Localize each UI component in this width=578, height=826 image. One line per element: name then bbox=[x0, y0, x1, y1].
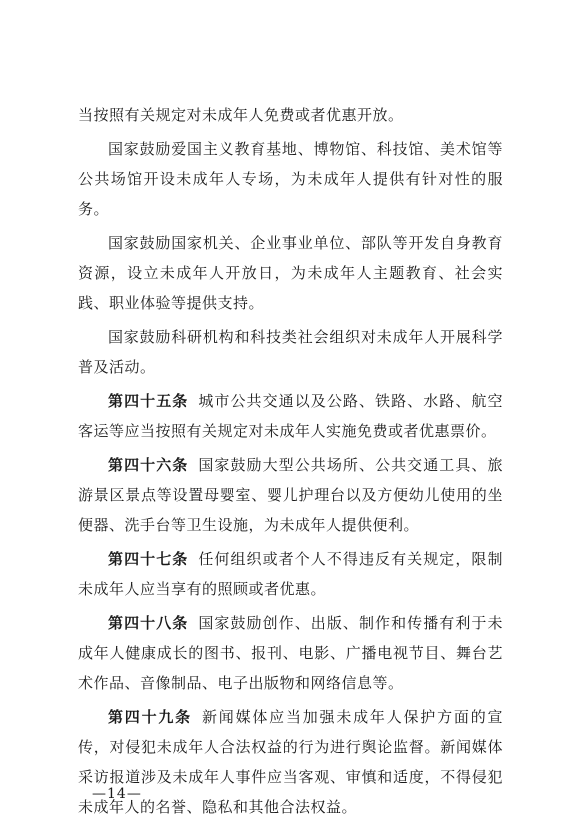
paragraph-text: 国家鼓励科研机构和科技类社会组织对未成年人开展科学普及活动。 bbox=[78, 328, 503, 376]
paragraph-text: 国家鼓励爱国主义教育基地、博物馆、科技馆、美术馆等公共场馆开设未成年人专场，为未成年人提供有针对性的服务。 bbox=[78, 140, 503, 218]
article-47 bbox=[78, 544, 503, 604]
article-title: 第四十六条 bbox=[108, 456, 189, 474]
article-text: 城市公共交通以及公路、铁路、水路、航空客运等应当按照有关规定对未成年人实施免费或者优惠票价。 bbox=[78, 392, 503, 440]
article-text: 国家鼓励创作、出版、制作和传播有利于未成年人健康成长的图书、报刊、电影、广播电视节目、舞台艺术作品、音像制品、电子出版物和网络信息等。 bbox=[78, 614, 503, 692]
article-title: 第四十五条 bbox=[108, 392, 189, 410]
paragraph-text: 国家鼓励国家机关、企业事业单位、部队等开发自身教育资源，设立未成年人开放日，为未成年人主题教育、社会实践、职业体验等提供支持。 bbox=[78, 234, 503, 312]
article-text: 新闻媒体应当加强未成年人保护方面的宣传，对侵犯未成年人合法权益的行为进行舆论监督。新闻媒体采访报道涉及未成年人事件应当客观、审慎和适度，不得侵犯未成年人的名誉、隐私和其他合法权益。 bbox=[78, 708, 503, 816]
article-title: 第四十八条 bbox=[108, 614, 189, 632]
article-title: 第四十九条 bbox=[108, 708, 192, 726]
paragraph-patriotic-education bbox=[78, 134, 503, 224]
article-48 bbox=[78, 608, 503, 698]
paragraph-state-organs bbox=[78, 228, 503, 318]
page-number: —14— bbox=[92, 786, 142, 802]
paragraph-text: 当按照有关规定对未成年人免费或者优惠开放。 bbox=[78, 106, 404, 124]
article-46 bbox=[78, 450, 503, 540]
article-title: 第四十七条 bbox=[108, 550, 189, 568]
article-text: 任何组织或者个人不得违反有关规定，限制未成年人应当享有的照顾或者优惠。 bbox=[78, 550, 503, 598]
paragraph-science-popularization bbox=[78, 322, 503, 382]
article-text: 国家鼓励大型公共场所、公共交通工具、旅游景区景点等设置母婴室、婴儿护理台以及方便幼儿使用的坐便器、洗手台等卫生设施，为未成年人提供便利。 bbox=[78, 456, 503, 534]
article-49 bbox=[78, 702, 503, 822]
article-45 bbox=[78, 386, 503, 446]
document-body bbox=[78, 100, 503, 826]
paragraph-continuation bbox=[78, 100, 503, 130]
